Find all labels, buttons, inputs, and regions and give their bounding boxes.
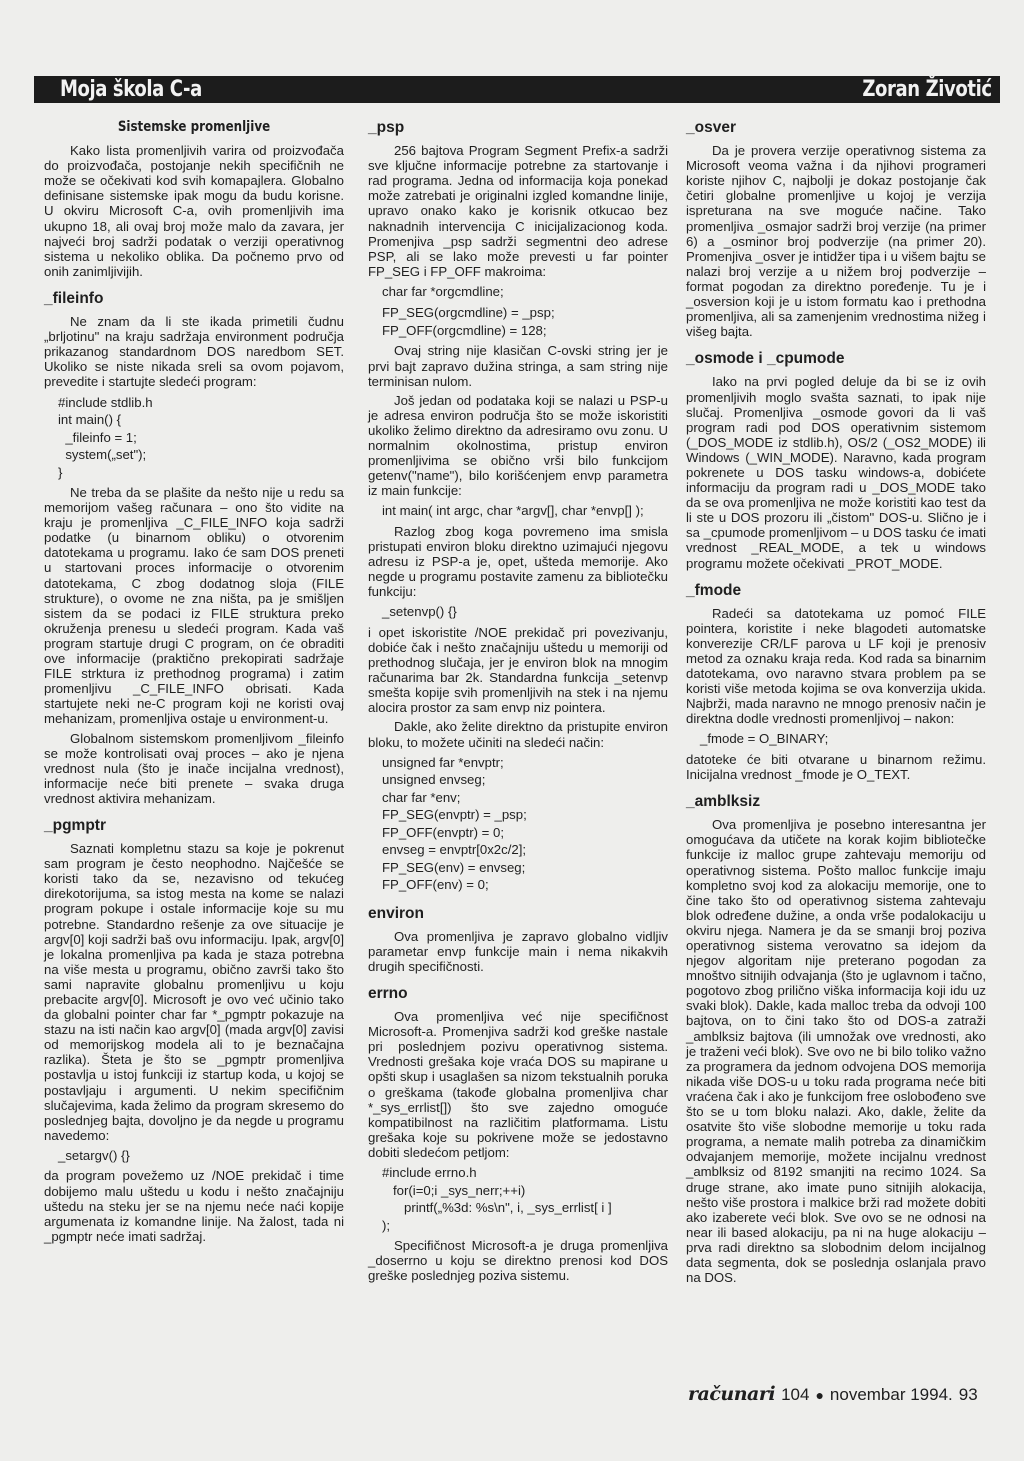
heading-amblksiz: _amblksiz bbox=[686, 793, 761, 811]
paragraph: Dakle, ako želite direktno da pristupite environ bloku, to možete učiniti na sledeći način: bbox=[368, 719, 668, 750]
paragraph: Razlog zbog koga povremeno ima smisla pristupati environ bloku direktno uzimajući njegovu adresu iz PSP-a je, opet, ušteda memorije. Ako negde u programu postavite zamenu za bibliotečku funkciju: bbox=[368, 523, 668, 600]
section-banner bbox=[34, 76, 1000, 103]
column-2 bbox=[368, 120, 668, 1287]
paragraph: Ova promenljiva je zapravo globalno vidljiv parametar envp funkcije main i nema nikakvih drugih specifičnosti. bbox=[368, 928, 668, 974]
page-footer bbox=[688, 1383, 1008, 1407]
heading-osver: _osver bbox=[686, 119, 736, 136]
code-block: _fmode = O_BINARY; bbox=[700, 731, 829, 747]
paragraph: Da je provera verzije operativnog sistema za Microsoft veoma važna i da njihovi programeri koriste njihov C, najbolji je dokaz postojanje čak četiri globalne promenljive u kojoj je verzija ispreturana na sve moguće načine. Tako promenljiva _osmajor sadrži broj verzije (na primer 6) a _osminor broj podverzije (na primer 20). Promenjiva _osver je intidžer tipa i u višem bajtu se nalazi broj verzije a u nižem broj podverzije – format pogodan za direktno poređenje. Tu je i _osversion koji je u istom formatu kao i prethodna promenljiva, ali sa zamenjenim vrednostima nižeg i višeg bajta. bbox=[686, 143, 986, 340]
code-block: int main( int argc, char *argv[], char *envp[] ); bbox=[382, 503, 644, 519]
heading-sistemske: Sistemske promenljive bbox=[117, 119, 271, 135]
paragraph: Još jedan od podataka koji se nalazi u PSP-u je adresa environ područja što se može iskoristiti ukoliko želimo direktno da adresiramo ovu zonu. U normalnim okolnostima, pristup environ promenljivima se obično vrši bilo funkcijom getenv("name"), bilo korišćenjem envp parametra iz main funkcije: bbox=[368, 392, 668, 499]
paragraph: Iako na prvi pogled deluje da bi se iz ovih promenljivih moglo svašta saznati, to ipak nije slučaj. Promenljiva _osmode govori da li vaš program radi pod DOS operativnim sistemom (_DOS_MODE iz stdlib.h), OS/2 (_OS2_MODE) ili Windows (_WIN_MODE). Naravno, kada program pokrenete u DOS tasku windows-a, dobićete informaciju da program radi u _DOS_MODE tako da se ova promenljiva ne može koristiti kao test da li ste u DOS prozoru ili „čistom" DOS-u. Slično je i sa _cpumode promenljivom – u DOS tasku će imati vrednost _REAL_MODE, a tek u windows programu možete očekivati _PROT_MODE. bbox=[686, 374, 986, 571]
magazine-logo: računari bbox=[688, 1383, 776, 1405]
page-number: 93 bbox=[958, 1385, 978, 1404]
paragraph: Globalnom sistemskom promenljivom _fileinfo se može kontrolisati ovaj proces – ako je njena vrednost nula (što je inače incijalna vrednost), informacije neće biti prenete – svaka druga vrednost aktivira mehanizam. bbox=[44, 730, 344, 806]
code-block: #include errno.h for(i=0;i _sys_nerr;++i) printf(„%3d: %s\n", i, _sys_errlist[ i ] ); bbox=[382, 1165, 612, 1233]
paragraph: da program povežemo uz /NOE prekidač i time dobijemo malu uštedu u kodu i nešto značajniju uštedu na steku jer se na njemu neće naći kopije argumenata iz komandne linije. Na žalost, tada ni _pgmptr neće imati sadržaj. bbox=[44, 1168, 344, 1244]
code-block: _setargv() {} bbox=[58, 1147, 130, 1163]
issue-date: novembar 1994. bbox=[829, 1385, 953, 1404]
heading-fmode: _fmode bbox=[686, 581, 742, 599]
paragraph: Ovaj string nije klasičan C-ovski string jer je prvi bajt zapravo dužina stringa, a sam string nije terminisan nulom. bbox=[368, 343, 668, 389]
paragraph: Specifičnost Microsoft-a je druga promenljiva _doserrno u koju se direktno prenosi kod DOS greške poslednjeg poziva sistemu. bbox=[368, 1238, 668, 1284]
paragraph: Ova promenljiva je posebno interesantna jer omogućava da utičete na korak kojim bibliotečke funkcije iz malloc grupe zahtevaju memoriju od operativnog sistema. Pošto malloc funkcije imaju kompletno svoj kod za alokaciju memorije, one to čine tako što od operativnog sistema zahtevaju blok određene dužine, a onda vrše podalokaciju u okviru njega. Namera je da se smanji broj poziva operativnog sistema verovatno sa idejom da njegov algoritam nije preterano pogodan za mnoštvo sitnijih odvajanja (što je uglavnom i tačno, pogotovo zbog prilično viška informacija koji idu uz svaki blok). Dakle, kada malloc treba da odvoji 100 bajtova, on to čini tako što od DOS-a zatraži _amblksiz bajtova (ili umnožak ove vrednosti, ako je traženi veći blok). Sve ovo ne bi bilo toliko važno za programera da jednom odvojena DOS memorija nikada više DOS-u u toku rada programa neće biti vraćena čak i ako je funkcijom free oslobođeno sve što se u tom bloku nalazi. Ako, dakle, želite da osatvite što više slobodne memorije u toku rada programa, a nemate malih potreba za dinamičkim odvajanjem memorije, možete incijalnu vrednost _amblksiz od 8192 smanjiti na recimo 1024. Sa druge strane, ako imate puno sitnijih alokacija, nešto više prostora i malkice brži rad možete dobiti ako izaberete veći blok. Sve ovo se ne odnosi na near ili based alokaciju, pa ni na huge alokaciju – prva radi direktno sa slobodnim delom incijalnog data segmenta, dok se poslednja oslanjala pravo na DOS. bbox=[686, 817, 986, 1286]
heading-pgmptr: _pgmptr bbox=[44, 816, 106, 834]
heading-errno: errno bbox=[368, 984, 408, 1002]
paragraph: Radeći sa datotekama uz pomoć FILE pointera, koristite i neke blagodeti automatske konverezije CR/LF parova u LF koji je prenosiv metod za oznaku kraja reda. Kod rada sa binarnim datotekama, ovo naravno stvara problem pa se koristi više metoda kojima se ova konverzija ukida. Najbrži, mada naravno ne mnogo prenosiv način je direktna dodle vrednosti promenljivoj – nakon: bbox=[686, 605, 986, 727]
paragraph: datoteke će biti otvarane u binarnom režimu. Inicijalna vrednost _fmode je O_TEXT. bbox=[686, 751, 986, 783]
paragraph: Ova promenljiva već nije specifičnost Microsoft-a. Promenjiva sadrži kod greške nastale pri poslednjem pozivu operativnog sistema. Vrednosti grešaka koje vraća DOS su mapirane u opšti skup i usaglašen sa nizom tekstualnih poruka o greškama (takođe globalna promenljiva char *_sys_errlist[]) što sve zajedno omogućе kompatibilnost na različitim platformama. Listu grešaka koje su pokrivene može se jedostavno dobiti sledećom petljom: bbox=[368, 1009, 668, 1160]
heading-environ: environ bbox=[368, 904, 424, 922]
code-block: unsigned far *envptr; unsigned envseg; char far *env; FP_SEG(envptr) = _psp; FP_OFF(envptr) = 0; envseg = envptr[0x2c/2]; FP_SEG(env) = envseg; FP_OFF(env) = 0; bbox=[382, 754, 527, 893]
issue-number: 104 bbox=[781, 1385, 810, 1404]
heading-fileinfo: _fileinfo bbox=[44, 289, 104, 307]
heading-osmode: _osmode i _cpumode bbox=[686, 350, 845, 368]
code-block: char far *orgcmdline; bbox=[382, 283, 504, 299]
paragraph: 256 bajtova Program Segment Prefix-a sadrži sve ključne informacije potrebne za startovanje i rad programa. Jedna od informacija koja ponekad može zatrebati je originalni izgled komandne linije, upravo onako kako je korisnik otkucao bez naknadnih intervencija C inicijalizacionog koda. Promenjiva _psp sadrži segmentni deo adrese PSP, ali se lako može prevesti u far pointer FP_SEG i FP_OFF makroima: bbox=[368, 143, 668, 279]
code-block: FP_SEG(orgcmdline) = _psp; FP_OFF(orgcmdline) = 128; bbox=[382, 305, 555, 338]
paragraph: Ne treba da se plašite da nešto nije u redu sa memorijom vašeg računara – ono što vidite na kraju je promenljiva _C_FILE_INFO koja sadrži podatke (u binarnom obliku) o otvorenim datotekama u programu. Iako će sam DOS preneti u startovani proces informacije o otvorenim datotekama, C zbog dodatnog sloja (FILE strukture), o ovome ne zna ništa, pa je smišljen sistem da se podaci iz FILE struktura preko okruženja prenesu u sledeći program. Kada vaš program startuje drugi C program, on će obraditi ove informacije (praktično prekopirati sadržaje FILE strktura iz prethodnog programa) i zatim promenljivu _C_FILE_INFO obrisati. Kada startujete neki ne-C program koji ne koristi ovaj mehanizam, promenljiva ostaje u environment-u. bbox=[44, 485, 344, 727]
paragraph: Kako lista promenljivih varira od proizvođača do proizvođača, postojanje nekih specifičnih ne može se očekivati kod svih komapajlera. Globalno definisane sistemske ipak mogu da budu korisne. U okviru Microsoft C-a, ovih promenljivih ima ukupno 18, ali ovaj broj može malo da zavara, jer najveći broj sadrži podatak o verziji operativnog sistema u nekoliko oblika. Da počnemo prvo od onih zanimljivijih. bbox=[44, 143, 344, 279]
code-block: _setenvp() {} bbox=[382, 604, 457, 620]
bullet-separator: ● bbox=[815, 1387, 824, 1403]
code-block: #include stdlib.h int main() { _fileinfo = 1; system(„set"); } bbox=[58, 394, 153, 480]
heading-psp: _psp bbox=[368, 119, 405, 136]
column-3 bbox=[686, 120, 986, 1289]
author-name: Zoran Životić bbox=[862, 77, 992, 102]
paragraph: Ne znam da li ste ikada primetili čudnu „brljotinu" na kraju sadržaja environment područja prikazanog standardnom DOS naredbom SET. Ukoliko se niste nikada sreli sa ovom pojavom, prevedite i startujte sledeći program: bbox=[44, 314, 344, 390]
paragraph: Saznati kompletnu stazu sa koje je pokrenut sam program je često neophodno. Najčešće se koristi tako da se, nezavisno od tekućeg direkotorijuma, sa istog mesta na kome se nalazi program pokupe i ostale informacije koje su mu potrebne. Standardno rešenje za ove situacije je argv[0] koji sadrži baš ovu informaciju. Ipak, argv[0] je lokalna promenljiva pa kada je staza potrebna na više mesta u programu, obično završi tako što sami napravite globalnu promenljivu u koju prebacite argv[0]. Microsoft je ovo već učinio tako da globalni pointer char far *_pgmptr pokazuje na stazu na isti način kao argv[0] (mada argv[0] zavisi od memorijskog modela ali to je beznačajna razlika). Šteta je što se _pgmptr promenljiva postavlja u istoj funkciji iz startup koda, u kojoj se postavljaju i argumenti. U nekim specifičnim slučajevima, kada želimo da program skresemo do poslednjeg bajta, dovoljno je da negde u programu navedemo: bbox=[44, 841, 344, 1143]
column-1 bbox=[44, 120, 344, 1248]
paragraph: i opet iskoristite /NOE prekidač pri povezivanju, dobiće čak i nešto značajniju uštedu u memoriji od prethodnog slučaja, jer je environ blok na mnogim računarima bar 2k. Standardna funkcija _setenvp smešta kopije svih promenljivih na stek i na njemu alocira prostor za sam envp niz pointera. bbox=[368, 624, 668, 716]
section-title: Moja škola C-a bbox=[60, 77, 202, 102]
